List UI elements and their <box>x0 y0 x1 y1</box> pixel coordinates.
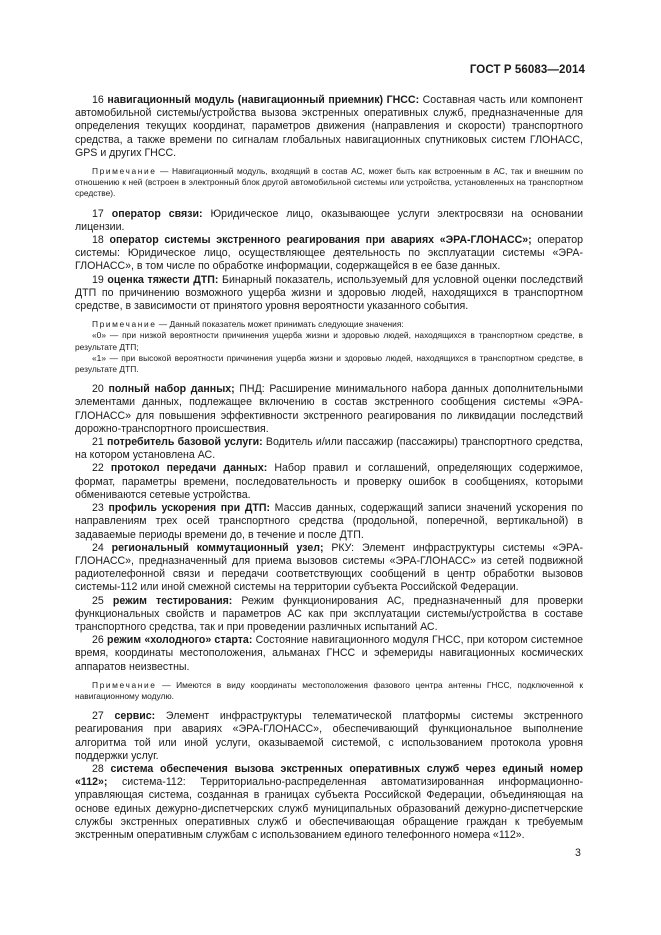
document-id: ГОСТ Р 56083—2014 <box>469 64 585 76</box>
term-number: 27 <box>92 710 104 723</box>
term-25 <box>75 595 583 635</box>
term-21 <box>75 436 583 462</box>
note-16 <box>75 166 583 200</box>
note-dash: — <box>156 679 177 690</box>
term-definition: Водитель и/или пассажир (пассажиры) транспортного средства, на котором установлена АС. <box>75 436 584 462</box>
term-definition: Массив данных, содержащий записи значений ускорения по направлениям трех осей транспортного средства (продольной, поперечной, вертикальной) в задаваемые периоды времени до, в течение и после ДТП. <box>75 502 583 541</box>
term-title: региональный коммутационный узел; <box>111 541 324 554</box>
note-19-value-1: «1» — при высокой вероятности причинения ущерба жизни и здоровью людей, находящихся в транспортном средстве, в результате ДТП. <box>75 352 583 375</box>
term-26 <box>75 634 583 674</box>
note-26 <box>75 680 583 702</box>
note-19-value-0: «0» — при низкой вероятности причинения ущерба жизни и здоровью людей, находящихся в транспортном средстве, в результате ДТП; <box>75 330 583 352</box>
note-label: Примечание <box>92 319 157 330</box>
term-number: 23 <box>92 502 104 515</box>
term-title: система обеспечения вызова экстренных оперативных служб через единый номер «112»; <box>75 762 583 789</box>
term-definition: Режим функционирования АС, предназначенный для проверки функциональных свойств и параметров АС как при эксплуатации системы/устройства в составе транспортного средства, так и при проведении различных испытаний АС. <box>75 594 583 633</box>
term-number: 26 <box>92 634 104 647</box>
term-number: 19 <box>92 273 104 286</box>
term-number: 25 <box>92 594 104 607</box>
note-text: Имеются в виду координаты местоположения фазового центра антенны ГНСС, подключенной к навигационному модулю. <box>75 679 584 701</box>
term-19 <box>75 274 583 314</box>
note-label: Примечание <box>92 679 157 690</box>
term-22 <box>75 462 583 502</box>
term-number: 17 <box>92 207 104 220</box>
term-definition: Бинарный показатель, используемый для условной оценки последствий ДТП по причинению возможного ущерба жизни и здоровью людей, находящихся в транспортном средстве, в зависимости от принятого уровня вероятности указанного события. <box>75 273 583 313</box>
term-18 <box>75 234 583 274</box>
term-number: 28 <box>92 762 104 775</box>
term-definition: Юридическое лицо, оказывающее услуги электросвязи на основании лицензии. <box>75 207 583 233</box>
term-definition: РКУ: Элемент инфраструктуры системы «ЭРА-ГЛОНАСС», предназначенный для приема вызовов системы «ЭРА-ГЛОНАСС» из сетей подвижной радиотелефонной связи и передачи соответствующих сообщений в центр обработки вызовов системы-112 или иной смежной системы на территории субъекта Российской Федерации. <box>75 541 583 594</box>
term-number: 18 <box>92 234 104 247</box>
term-definition: Элемент инфраструктуры телематической платформы системы экстренного реагирования при авариях «ЭРА-ГЛОНАСС», обеспечивающий функциональное выполнение алгоритма той или иной услуги, оказываемой системой, с использованием протокола уровня поддержки услуг. <box>75 710 583 762</box>
term-title: оценка тяжести ДТП: <box>107 273 219 286</box>
term-title: режим «холодного» старта: <box>107 634 253 647</box>
term-definition: оператор системы: Юридическое лицо, осуществляющее деятельность по эксплуатации системы «ЭРА-ГЛОНАСС», в том числе по обработке информации, содержащейся в ее базе данных. <box>75 234 583 273</box>
term-definition: ПНД: Расширение минимального набора данных дополнительными элементами данных, подлежащее включению в состав экстренного сообщения системы «ЭРА-ГЛОНАСС» для повышения эффективности экстренного реагирования по ликвидации последствий дорожно-транспортного происшествия. <box>75 383 583 435</box>
term-number: 20 <box>92 383 104 396</box>
term-number: 24 <box>92 541 104 554</box>
term-number: 22 <box>92 462 104 475</box>
term-27 <box>75 710 583 763</box>
term-title: протокол передачи данных: <box>110 462 268 475</box>
document-body <box>75 94 583 842</box>
term-definition: Составная часть или компонент автомобильной системы/устройства вызова экстренных оперативных служб, предназначенные для определения текущих координат, параметров движения (направления и скорости) транспортного средства, а также времени по сигналам глобальных навигационных спутниковых систем ГЛОНАСС, GPS и других ГНСС. <box>75 94 583 159</box>
term-28 <box>75 763 583 842</box>
term-title: профиль ускорения при ДТП: <box>108 502 270 515</box>
term-24 <box>75 542 583 595</box>
term-20 <box>75 383 583 436</box>
term-23 <box>75 502 583 542</box>
term-title: оператор системы экстренного реагирования при авариях «ЭРА-ГЛОНАСС»; <box>109 234 532 247</box>
term-title: сервис: <box>114 710 156 723</box>
term-definition: Состояние навигационного модуля ГНСС, при котором системное время, координаты местоположения, альманах ГНСС и эфемериды навигационных космических аппаратов неизвестны. <box>75 634 583 673</box>
page-number: 3 <box>575 847 581 859</box>
term-title: оператор связи: <box>111 207 203 220</box>
term-number: 16 <box>92 94 104 106</box>
note-text: Данный показатель может принимать следующие значения: <box>169 319 404 330</box>
note-label: Примечание <box>92 166 157 177</box>
term-number: 21 <box>92 436 104 449</box>
term-title: потребитель базовой услуги: <box>107 436 263 449</box>
term-17 <box>75 208 583 234</box>
term-16 <box>75 94 583 160</box>
term-title: навигационный модуль (навигационный приемник) ГНСС: <box>107 94 420 106</box>
note-19 <box>75 319 583 330</box>
note-text: Навигационный модуль, входящий в состав АС, может быть как встроенным в АС, так и внешним по отношению к ней (встроен в электронный блок другой автомобильной системы или устройства, установленных на транспортном средстве). <box>75 166 584 199</box>
note-dash: — <box>156 319 170 330</box>
term-title: режим тестирования: <box>112 594 233 607</box>
term-definition: Набор правил и соглашений, определяющих содержимое, формат, параметры времени, последовательность и проверку ошибок в сообщениях, которыми обмениваются сетевые устройства. <box>75 462 584 501</box>
term-title: полный набор данных; <box>108 383 235 396</box>
note-dash: — <box>156 166 173 177</box>
term-definition: система-112: Территориально-распределенная автоматизированная информационно-управляющая система, созданная в границах субъекта Российской Федерации, объединяющая на основе единых дежурно-диспетчерских служб муниципальных образований дежурно-диспетчерские службы экстренных оперативных служб и обеспечивающая обращение граждан к требуемым экстренным оперативным службам с использованием единого телефонного номера «112». <box>75 776 583 841</box>
